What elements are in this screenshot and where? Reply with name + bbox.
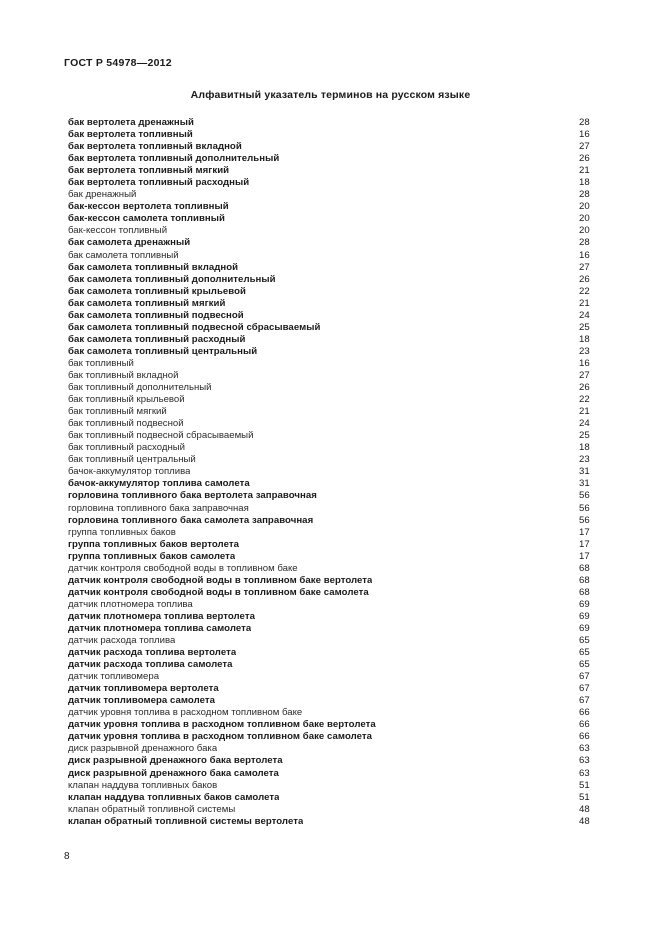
index-entry-page-number: 31 bbox=[579, 466, 590, 478]
index-entry-term: бак топливный мягкий bbox=[68, 406, 167, 418]
index-entry-page-number: 66 bbox=[579, 731, 590, 743]
index-entry bbox=[68, 743, 597, 755]
index-entry bbox=[68, 177, 597, 189]
index-entry-term: бак вертолета топливный мягкий bbox=[68, 165, 230, 177]
index-entry-page-number: 67 bbox=[579, 671, 590, 683]
index-entry bbox=[68, 322, 597, 334]
index-entry-term: бак дренажный bbox=[68, 189, 137, 201]
index-entry bbox=[68, 286, 597, 298]
index-entry-term: бак топливный крыльевой bbox=[68, 394, 185, 406]
index-entry bbox=[68, 298, 597, 310]
index-entry-term: бак-кессон самолета топливный bbox=[68, 213, 225, 225]
index-entry-term: бак самолета топливный дополнительный bbox=[68, 273, 276, 285]
index-entry-page-number: 21 bbox=[579, 406, 590, 418]
index-entry bbox=[68, 551, 597, 563]
index-entry bbox=[68, 647, 597, 659]
index-entry bbox=[68, 515, 597, 527]
index-entry-term: клапан обратный топливной системы bbox=[68, 803, 236, 815]
index-entry bbox=[68, 346, 597, 358]
index-entry bbox=[68, 225, 597, 237]
index-entry-page-number: 16 bbox=[579, 249, 590, 261]
index-entry bbox=[68, 237, 597, 249]
index-entry-term: бак-кессон топливный bbox=[68, 225, 168, 237]
index-entry bbox=[68, 250, 597, 262]
index-entry bbox=[68, 430, 597, 442]
index-entry-page-number: 68 bbox=[579, 574, 590, 586]
index-entry-term: бак топливный центральный bbox=[68, 454, 196, 466]
index-entry-page-number: 51 bbox=[579, 791, 590, 803]
index-entry bbox=[68, 707, 597, 719]
index-entry-page-number: 69 bbox=[579, 610, 590, 622]
index-entry bbox=[68, 466, 597, 478]
index-entry-page-number: 18 bbox=[579, 177, 590, 189]
index-entry bbox=[68, 382, 597, 394]
index-entry-term: бак топливный подвесной сбрасываемый bbox=[68, 430, 254, 442]
index-entry-page-number: 27 bbox=[579, 369, 590, 381]
index-entry bbox=[68, 755, 597, 767]
index-entry-page-number: 56 bbox=[579, 514, 590, 526]
index-entry-page-number: 65 bbox=[579, 659, 590, 671]
index-entry-page-number: 68 bbox=[579, 586, 590, 598]
index-entry-page-number: 26 bbox=[579, 273, 590, 285]
index-entry-term: бак вертолета топливный вкладной bbox=[68, 141, 242, 153]
index-entry bbox=[68, 563, 597, 575]
index-entry-page-number: 63 bbox=[579, 743, 590, 755]
index-entry-page-number: 31 bbox=[579, 478, 590, 490]
index-entry-term: бак вертолета дренажный bbox=[68, 117, 194, 128]
index-entry bbox=[68, 165, 597, 177]
index-entry bbox=[68, 394, 597, 406]
index-entry-term: датчик уровня топлива в расходном топливном баке вертолета bbox=[68, 719, 376, 731]
index-entry bbox=[68, 768, 597, 780]
index-entry bbox=[68, 442, 597, 454]
index-entry-term: бак самолета топливный центральный bbox=[68, 345, 258, 357]
index-entry bbox=[68, 804, 597, 816]
index-entry-page-number: 25 bbox=[579, 430, 590, 442]
index-entry-page-number: 28 bbox=[579, 237, 590, 249]
index-entry bbox=[68, 780, 597, 792]
index-entry bbox=[68, 527, 597, 539]
standard-header: ГОСТ Р 54978—2012 bbox=[64, 57, 172, 69]
index-entry-term: бак-кессон вертолета топливный bbox=[68, 201, 229, 213]
index-entry-page-number: 18 bbox=[579, 442, 590, 454]
index-entry bbox=[68, 201, 597, 213]
index-entry-term: датчик плотномера топлива bbox=[68, 598, 193, 610]
index-entry-term: бак самолета топливный подвесной сбрасываемый bbox=[68, 321, 321, 333]
index-entry-term: группа топливных баков самолета bbox=[68, 550, 236, 562]
index-entry bbox=[68, 792, 597, 804]
index-entry-page-number: 24 bbox=[579, 309, 590, 321]
index-entry bbox=[68, 406, 597, 418]
index-entry-term: горловина топливного бака заправочная bbox=[68, 502, 249, 514]
index-entry bbox=[68, 503, 597, 515]
index-entry bbox=[68, 611, 597, 623]
index-entry-page-number: 67 bbox=[579, 695, 590, 707]
index-entry-page-number: 22 bbox=[579, 394, 590, 406]
index-entry bbox=[68, 671, 597, 683]
index-entry bbox=[68, 683, 597, 695]
index-entry-page-number: 17 bbox=[579, 550, 590, 562]
index-entry bbox=[68, 189, 597, 201]
index-entry-page-number: 26 bbox=[579, 382, 590, 394]
index-entry bbox=[68, 575, 597, 587]
index-entry-page-number: 51 bbox=[579, 779, 590, 791]
index-entry-term: бак вертолета топливный расходный bbox=[68, 177, 250, 189]
index-entry-term: группа топливных баков вертолета bbox=[68, 538, 239, 550]
index-entry-page-number: 27 bbox=[579, 141, 590, 153]
index-entry bbox=[68, 635, 597, 647]
index-entry-term: бак топливный вкладной bbox=[68, 369, 179, 381]
index-entry-term: клапан наддува топливных баков самолета bbox=[68, 791, 280, 803]
index-entry bbox=[68, 418, 597, 430]
index-entry-page-number: 24 bbox=[579, 418, 590, 430]
index-entry-page-number: 65 bbox=[579, 635, 590, 647]
index-entry-page-number: 69 bbox=[579, 598, 590, 610]
index-entry-term: датчик плотномера топлива самолета bbox=[68, 622, 252, 634]
index-entry bbox=[68, 478, 597, 490]
index-entry bbox=[68, 731, 597, 743]
index-entry-term: датчик топливомера самолета bbox=[68, 695, 216, 707]
index-entry bbox=[68, 454, 597, 466]
index-entry-term: датчик расхода топлива самолета bbox=[68, 659, 233, 671]
index-entry-page-number: 66 bbox=[579, 719, 590, 731]
index-entry-term: бак вертолета топливный bbox=[68, 129, 193, 141]
index-entry bbox=[68, 334, 597, 346]
index-entry bbox=[68, 587, 597, 599]
index-entry bbox=[68, 213, 597, 225]
index-entry-term: датчик контроля свободной воды в топливном баке bbox=[68, 562, 298, 574]
index-entry bbox=[68, 539, 597, 551]
index-entry-term: бак самолета топливный крыльевой bbox=[68, 285, 246, 297]
index-entry bbox=[68, 490, 597, 502]
index-entry bbox=[68, 719, 597, 731]
index-entry-page-number: 63 bbox=[579, 767, 590, 779]
index-entry-term: группа топливных баков bbox=[68, 526, 176, 538]
index-entry-term: диск разрывной дренажного бака вертолета bbox=[68, 755, 283, 767]
index-entry bbox=[68, 262, 597, 274]
index-entry bbox=[68, 141, 597, 153]
index-entry-term: датчик уровня топлива в расходном топливном баке самолета bbox=[68, 731, 373, 743]
index-entry-term: бак самолета топливный вкладной bbox=[68, 261, 239, 273]
index-entry-page-number: 66 bbox=[579, 707, 590, 719]
index-entry-term: датчик уровня топлива в расходном топливном баке bbox=[68, 707, 303, 719]
index-entry-page-number: 27 bbox=[579, 261, 590, 273]
index-entry-page-number: 18 bbox=[579, 333, 590, 345]
index-entry-term: бак самолета топливный расходный bbox=[68, 333, 246, 345]
index-entry-page-number: 48 bbox=[579, 803, 590, 815]
index-entry-term: датчик топливомера bbox=[68, 671, 160, 683]
index-entry-term: бак самолета топливный мягкий bbox=[68, 297, 226, 309]
index-entry-page-number: 17 bbox=[579, 526, 590, 538]
index-entry-term: горловина топливного бака вертолета заправочная bbox=[68, 490, 317, 502]
index-entry-term: датчик контроля свободной воды в топливном баке вертолета bbox=[68, 574, 373, 586]
index-entry-term: датчик расхода топлива вертолета bbox=[68, 647, 237, 659]
index-entry bbox=[68, 117, 597, 129]
index-entry-page-number: 28 bbox=[579, 117, 590, 128]
index-entry-term: бак топливный bbox=[68, 357, 134, 369]
index-entry-page-number: 16 bbox=[579, 357, 590, 369]
index-entry-term: диск разрывной дренажного бака bbox=[68, 743, 218, 755]
index-entry-term: клапан наддува топливных баков bbox=[68, 779, 218, 791]
page-title: Алфавитный указатель терминов на русском языке bbox=[190, 89, 471, 101]
index-entry-term: датчик плотномера топлива вертолета bbox=[68, 610, 255, 622]
index-entry-page-number: 56 bbox=[579, 502, 590, 514]
index-entry-term: бачок-аккумулятор топлива bbox=[68, 466, 191, 478]
index-entry bbox=[68, 370, 597, 382]
index-entry-term: бак самолета топливный подвесной bbox=[68, 309, 244, 321]
index-entry-page-number: 56 bbox=[579, 490, 590, 502]
index-entry-term: бак вертолета топливный дополнительный bbox=[68, 153, 280, 165]
index-entry-term: датчик контроля свободной воды в топливном баке самолета bbox=[68, 586, 369, 598]
index-entry-term: бак самолета дренажный bbox=[68, 237, 191, 249]
index-entry-page-number: 65 bbox=[579, 647, 590, 659]
index-entry-page-number: 20 bbox=[579, 225, 590, 237]
index-entry-term: датчик топливомера вертолета bbox=[68, 683, 219, 695]
index-entry-term: бак самолета топливный bbox=[68, 249, 179, 261]
index-entry-page-number: 20 bbox=[579, 213, 590, 225]
index-entry bbox=[68, 659, 597, 671]
index-entry-page-number: 28 bbox=[579, 189, 590, 201]
index-entry bbox=[68, 695, 597, 707]
index-entry-term: бак топливный дополнительный bbox=[68, 382, 212, 394]
index-entry-term: бачок-аккумулятор топлива самолета bbox=[68, 478, 250, 490]
index-entry bbox=[68, 310, 597, 322]
index-entry-page-number: 21 bbox=[579, 165, 590, 177]
index-entry-page-number: 23 bbox=[579, 454, 590, 466]
index-entry-term: датчик расхода топлива bbox=[68, 635, 176, 647]
index-entry-page-number: 26 bbox=[579, 153, 590, 165]
index-entry bbox=[68, 816, 597, 828]
index-entry-page-number: 21 bbox=[579, 297, 590, 309]
index-entry-page-number: 68 bbox=[579, 562, 590, 574]
alphabetical-index-list bbox=[68, 117, 597, 828]
index-entry bbox=[68, 274, 597, 286]
index-entry-page-number: 20 bbox=[579, 201, 590, 213]
index-entry-term: бак топливный расходный bbox=[68, 442, 185, 454]
index-entry bbox=[68, 358, 597, 370]
index-entry-page-number: 25 bbox=[579, 321, 590, 333]
index-entry-term: горловина топливного бака самолета заправочная bbox=[68, 514, 314, 526]
index-entry-term: диск разрывной дренажного бака самолета bbox=[68, 767, 279, 779]
index-entry-page-number: 69 bbox=[579, 622, 590, 634]
index-entry-term: клапан обратный топливной системы вертолета bbox=[68, 815, 304, 827]
index-entry-page-number: 48 bbox=[579, 815, 590, 827]
index-entry-page-number: 23 bbox=[579, 345, 590, 357]
index-entry bbox=[68, 153, 597, 165]
page-number-folio: 8 bbox=[64, 851, 70, 862]
index-entry bbox=[68, 623, 597, 635]
index-entry-page-number: 17 bbox=[579, 538, 590, 550]
index-entry-term: бак топливный подвесной bbox=[68, 418, 184, 430]
index-entry bbox=[68, 599, 597, 611]
index-entry-page-number: 16 bbox=[579, 129, 590, 141]
index-entry-page-number: 63 bbox=[579, 755, 590, 767]
index-entry-page-number: 67 bbox=[579, 683, 590, 695]
index-entry bbox=[68, 129, 597, 141]
index-entry-page-number: 22 bbox=[579, 285, 590, 297]
